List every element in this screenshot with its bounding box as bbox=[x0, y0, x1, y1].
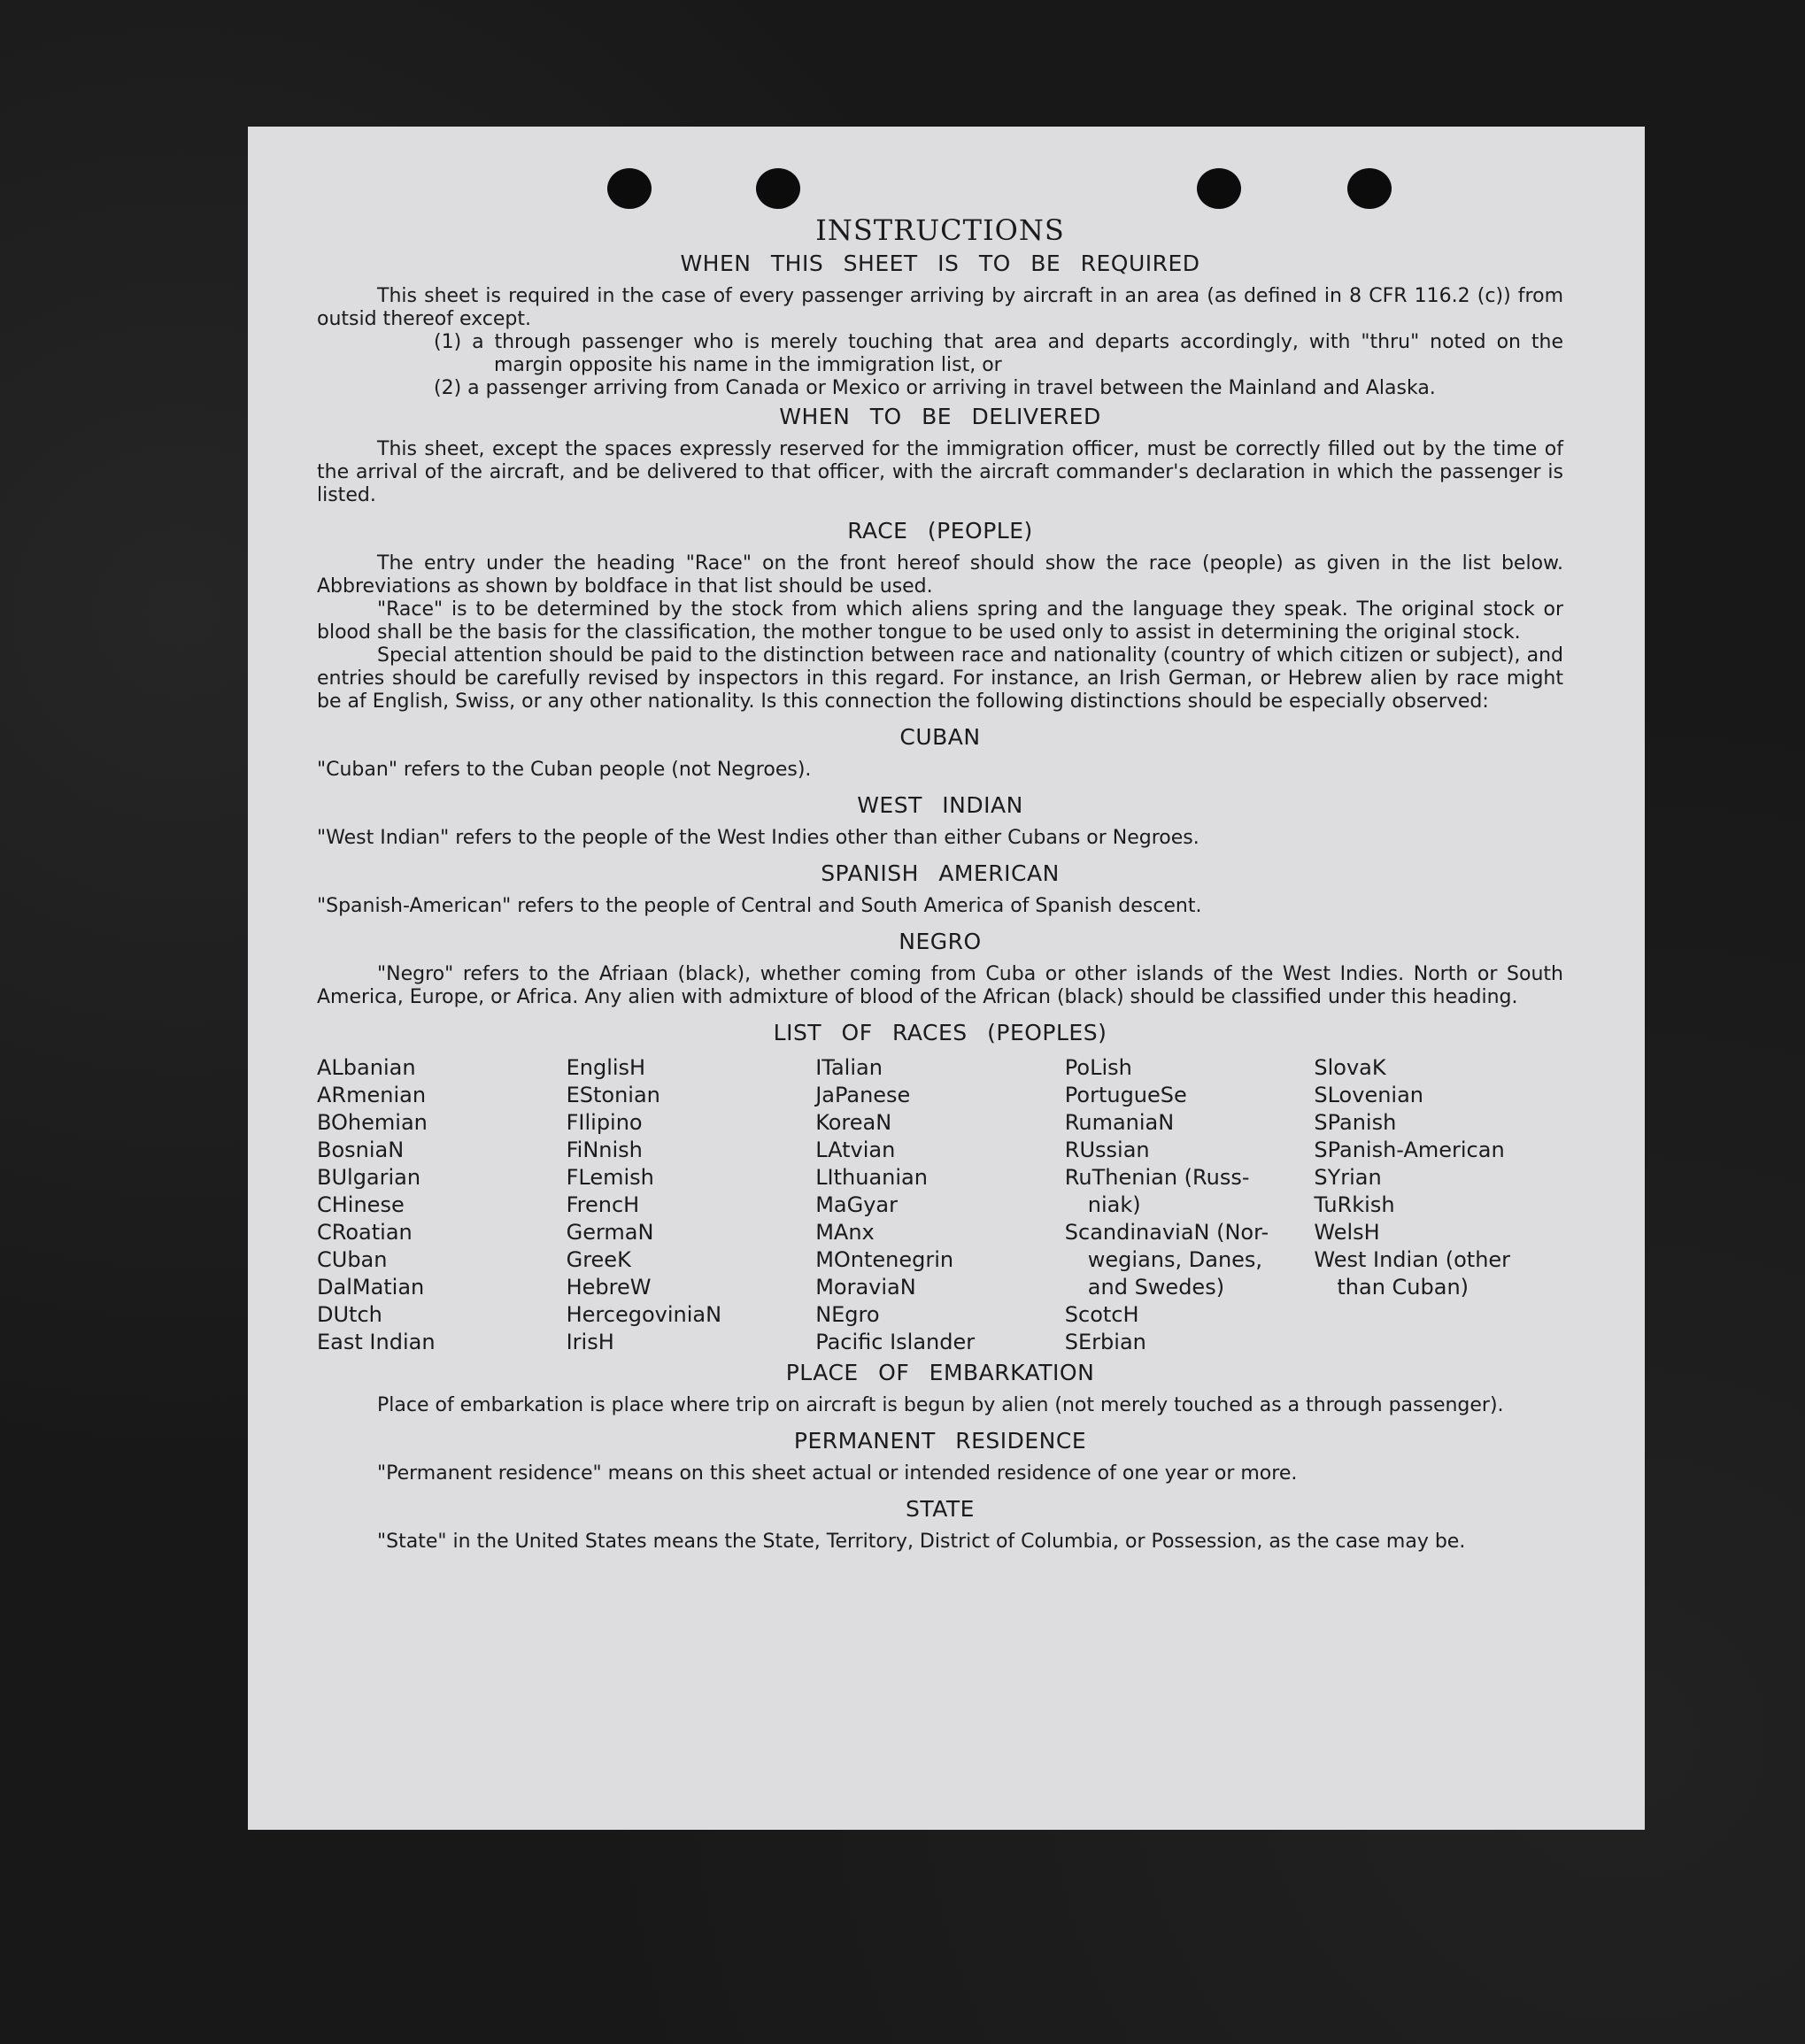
race-list-item: SErbian bbox=[1064, 1330, 1146, 1354]
heading-spanish-american: SPANISH AMERICAN bbox=[821, 860, 1060, 886]
race-list-item: GreeK bbox=[566, 1247, 631, 1272]
race-list-item: HebreW bbox=[566, 1275, 652, 1300]
race-column bbox=[815, 1054, 1065, 1356]
race-list-item: IrisH bbox=[566, 1330, 614, 1354]
delivered-text: This sheet, except the spaces expressly reserved for the immigration officer, must be correctly filled out by the time of the arrival of the aircraft, and be delivered to that officer, with the aircraft commander's declaration in which the passenger is listed. bbox=[317, 438, 1563, 506]
race-column bbox=[1065, 1054, 1315, 1356]
race-list-item: SLovenian bbox=[1314, 1083, 1424, 1107]
heading-negro: NEGRO bbox=[899, 929, 982, 954]
race-list-item: SPanish bbox=[1314, 1110, 1397, 1135]
race-list bbox=[317, 1054, 1563, 1356]
race-list-item: MOntenegrin bbox=[815, 1247, 954, 1272]
race-column bbox=[567, 1054, 816, 1356]
spanish-american-text: "Spanish-American" refers to the people of Central and South America of Spanish descent. bbox=[317, 895, 1202, 917]
race-list-item: NEgro bbox=[815, 1302, 880, 1327]
race-list-item: and Swedes) bbox=[1087, 1275, 1225, 1300]
race-list-item: FIlipino bbox=[566, 1110, 643, 1135]
race-list-item: PoLish bbox=[1064, 1055, 1132, 1080]
west-indian-text: "West Indian" refers to the people of the West Indies other than either Cubans or Negroes. bbox=[317, 827, 1199, 849]
race-list-item: RUssian bbox=[1064, 1138, 1150, 1162]
race-list-item: PortugueSe bbox=[1064, 1083, 1187, 1107]
instruction-sheet bbox=[248, 127, 1645, 1830]
race-list-item: LIthuanian bbox=[815, 1165, 928, 1190]
heading-permanent-residence: PERMANENT RESIDENCE bbox=[793, 1428, 1087, 1454]
race-list-item: SYrian bbox=[1314, 1165, 1382, 1190]
heading-west-indian: WEST INDIAN bbox=[857, 792, 1023, 818]
race-list-item: ScandinaviaN (Nor- bbox=[1064, 1220, 1269, 1245]
race-list-item: niak) bbox=[1087, 1192, 1141, 1217]
heading-embarkation: PLACE OF EMBARKATION bbox=[785, 1360, 1095, 1385]
race-column bbox=[1314, 1054, 1563, 1356]
state-text: "State" in the United States means the State, Territory, District of Columbia, or Possession, as the case may be. bbox=[377, 1531, 1466, 1553]
race-list-item: Pacific Islander bbox=[815, 1330, 976, 1354]
race-list-item: EStonian bbox=[566, 1083, 660, 1107]
race-list-item: CHinese bbox=[317, 1192, 405, 1217]
race-list-item: than Cuban) bbox=[1337, 1275, 1469, 1300]
race-list-item: MaGyar bbox=[815, 1192, 898, 1217]
heading-when-required: WHEN THIS SHEET IS TO BE REQUIRED bbox=[680, 251, 1200, 276]
race-list-item: ITalian bbox=[815, 1055, 883, 1080]
race-list-item: DalMatian bbox=[317, 1275, 425, 1300]
race-list-item: BosniaN bbox=[317, 1138, 405, 1162]
heading-state: STATE bbox=[906, 1496, 975, 1522]
residence-text: "Permanent residence" means on this sheet actual or intended residence of one year or more. bbox=[377, 1462, 1298, 1485]
race-list-item: TuRkish bbox=[1314, 1192, 1395, 1217]
embarkation-text: Place of embarkation is place where trip on aircraft is begun by alien (not merely touched as a through passenger). bbox=[377, 1394, 1504, 1416]
race-list-item: RumaniaN bbox=[1064, 1110, 1175, 1135]
punch-hole bbox=[1347, 168, 1392, 209]
race-list-item: BUlgarian bbox=[317, 1165, 421, 1190]
race-list-item: RuThenian (Russ- bbox=[1064, 1165, 1250, 1190]
race-list-item: East Indian bbox=[317, 1330, 436, 1354]
race-list-item: KoreaN bbox=[815, 1110, 892, 1135]
race-list-item: FrencH bbox=[566, 1192, 640, 1217]
race-list-item: ARmenian bbox=[317, 1083, 427, 1107]
race-list-item: GermaN bbox=[566, 1220, 654, 1245]
race-column bbox=[317, 1054, 567, 1356]
race-list-item: FLemish bbox=[566, 1165, 654, 1190]
race-list-item: CUban bbox=[317, 1247, 388, 1272]
race-list-item: wegians, Danes, bbox=[1087, 1247, 1263, 1272]
cuban-text: "Cuban" refers to the Cuban people (not Negroes). bbox=[317, 759, 812, 781]
race-list-item: EnglisH bbox=[566, 1055, 646, 1080]
required-item-1: (1) a through passenger who is merely touching that area and departs accordingly, with "thru" noted on the margin opposite his name in the immigration list, or bbox=[434, 331, 1563, 376]
punch-hole bbox=[1197, 168, 1241, 209]
heading-race: RACE (PEOPLE) bbox=[847, 518, 1033, 544]
race-list-item: SPanish-American bbox=[1314, 1138, 1505, 1162]
race-list-item: HercegoviniaN bbox=[566, 1302, 722, 1327]
race-list-item: MAnx bbox=[815, 1220, 875, 1245]
heading-list-of-races: LIST OF RACES (PEOPLES) bbox=[773, 1020, 1107, 1045]
race-list-item: MoraviaN bbox=[815, 1275, 916, 1300]
race-paragraph-1: The entry under the heading "Race" on the front hereof should show the race (people) as given in the list below. Abbreviations as shown by boldface in that list should be used. bbox=[317, 552, 1563, 598]
race-list-item: JaPanese bbox=[815, 1083, 911, 1107]
race-list-item: DUtch bbox=[317, 1302, 382, 1327]
heading-when-delivered: WHEN TO BE DELIVERED bbox=[779, 404, 1101, 429]
heading-cuban: CUBAN bbox=[899, 724, 981, 750]
race-list-item: West Indian (other bbox=[1314, 1247, 1511, 1272]
race-list-item: ScotcH bbox=[1064, 1302, 1139, 1327]
required-item-2: (2) a passenger arriving from Canada or Mexico or arriving in travel between the Mainland and Alaska. bbox=[434, 377, 1436, 399]
race-list-item: CRoatian bbox=[317, 1220, 413, 1245]
page-title: INSTRUCTIONS bbox=[815, 213, 1065, 247]
race-list-item: WelsH bbox=[1314, 1220, 1380, 1245]
punch-hole bbox=[756, 168, 800, 209]
race-list-item: ALbanian bbox=[317, 1055, 416, 1080]
race-list-item: BOhemian bbox=[317, 1110, 428, 1135]
race-list-item: LAtvian bbox=[815, 1138, 896, 1162]
punch-hole bbox=[607, 168, 652, 209]
race-list-item: SlovaK bbox=[1314, 1055, 1386, 1080]
race-list-item: FiNnish bbox=[566, 1138, 643, 1162]
negro-text: "Negro" refers to the Afriaan (black), whether coming from Cuba or other islands of the West Indies. North or South America, Europe, or Africa. Any alien with admixture of blood of the African (black) should be classified under this heading. bbox=[317, 963, 1563, 1008]
required-intro: This sheet is required in the case of every passenger arriving by aircraft in an area (as defined in 8 CFR 116.2 (c)) from outsid thereof except. bbox=[317, 285, 1563, 330]
race-paragraph-2: "Race" is to be determined by the stock from which aliens spring and the language they speak. The original stock or blood shall be the basis for the classification, the mother tongue to be used only to assist in determining the original stock. bbox=[317, 598, 1563, 644]
race-paragraph-3: Special attention should be paid to the distinction between race and nationality (country of which citizen or subject), and entries should be carefully revised by inspectors in this regard. For instance, an Irish German, or Hebrew alien by race might be af English, Swiss, or any other nationality. Is this connection the following distinctions should be especially observed: bbox=[317, 644, 1563, 713]
